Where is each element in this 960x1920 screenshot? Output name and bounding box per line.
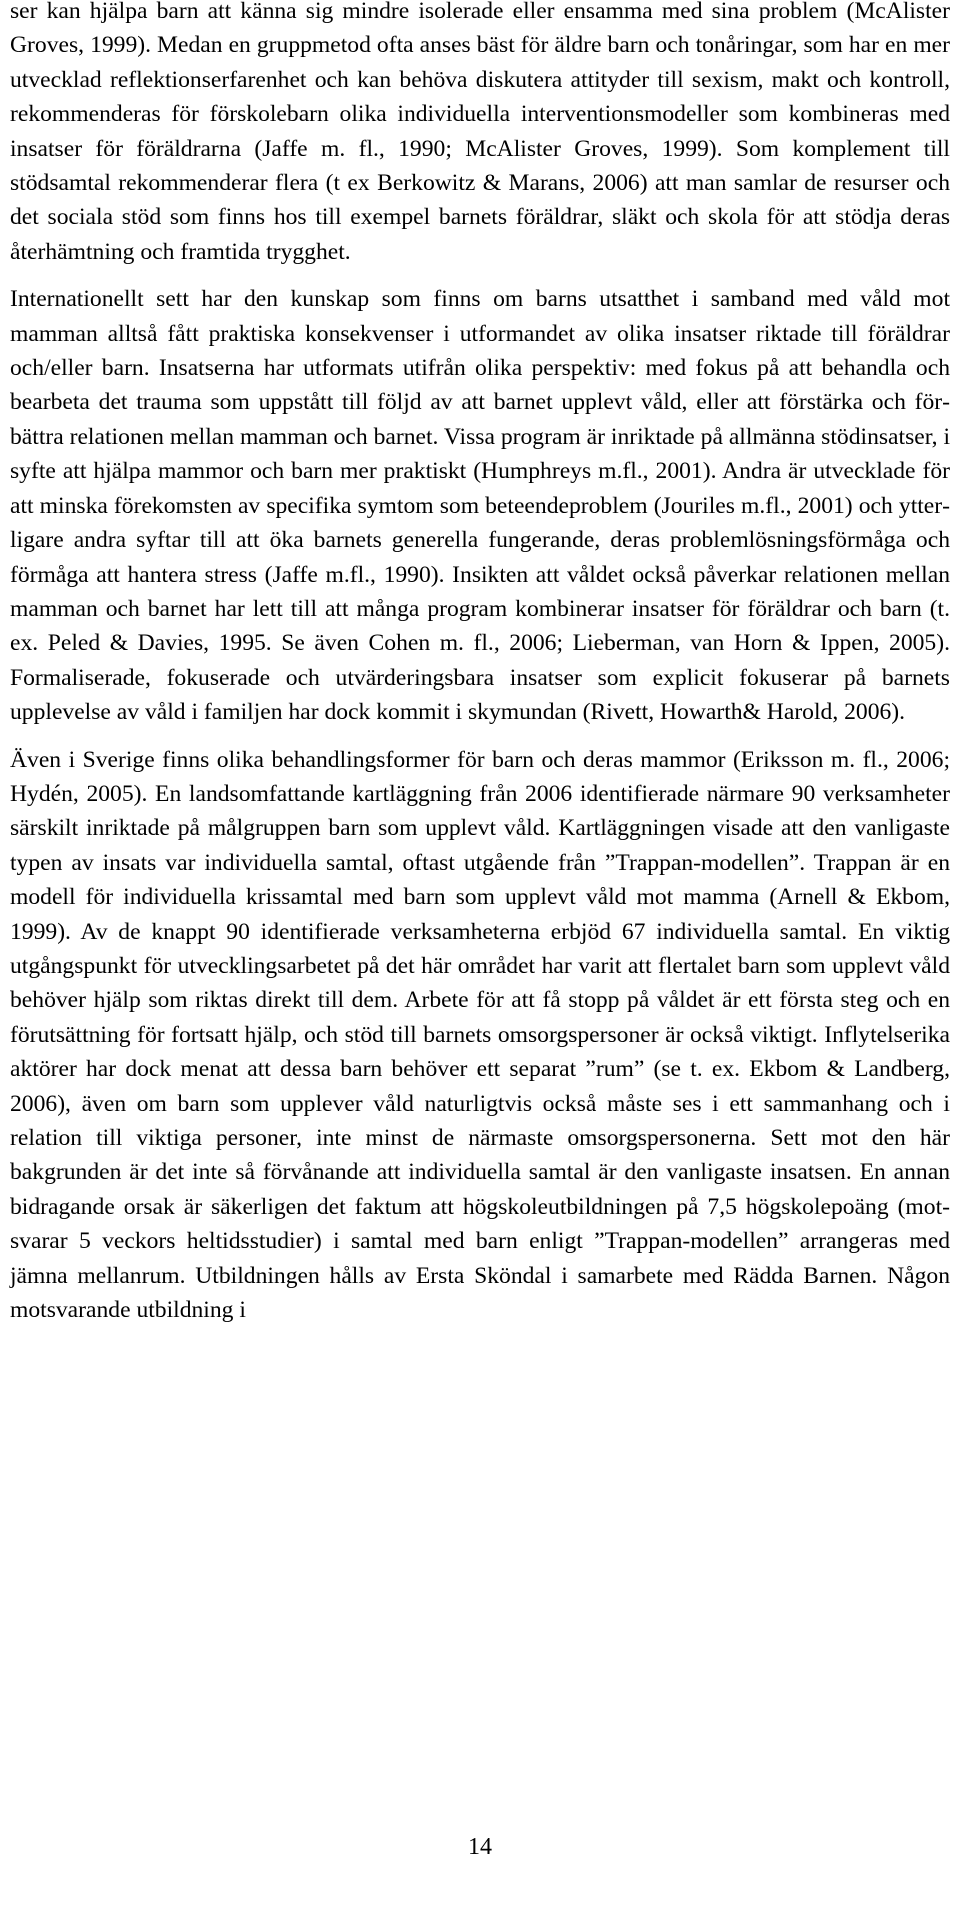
paragraph-2: Internationellt sett har den kunskap som finns om barns utsatthet i samband med våld mot mamman alltså fått praktiska konsekvenser i utformandet av olika insatser riktade till föräldrar och/eller barn. Insatserna har utformats utifrån olika perspektiv: med fokus på att behandla och bearbeta det trauma som uppstått till följd av att barnet upplevt våld, eller att förstärka och förbättra relationen mellan mamman och barnet. Vissa program är inriktade på allmänna stödinsatser, i syfte att hjälpa mammor och barn mer praktiskt (Humphreys m.fl., 2001). Andra är utvecklade för att minska förekomsten av specifika symtom som beteendeproblem (Jouriles m.fl., 2001) och ytterligare andra syftar till att öka barnets generella fungerande, deras problemlösningsförmåga och förmåga att hantera stress (Jaffe m.fl., 1990). Insikten att våldet också påverkar relationen mellan mamman och barnet har lett till att många program kombinerar insatser för föräldrar och barn (t. ex. Peled & Davies, 1995. Se även Cohen m. fl., 2006; Lieberman, van Horn & Ippen, 2005). Formaliserade, fokuserade och utvärderingsbara insatser som explicit fokuserar på barnets upplevelse av våld i familjen har dock kommit i skymundan (Rivett, Howarth& Harold, 2006). [10, 286, 950, 726]
paragraph-3: Även i Sverige finns olika behandlingsformer för barn och deras mammor (Eriksson m. fl., 2006; Hydén, 2005). En landsomfattande kartläggning från 2006 identifierade närmare 90 verksamheter särskilt inriktade på målgruppen barn som upplevt våld. Kartläggningen visade att den vanligaste typen av insats var individuella samtal, oftast utgående från ”Trappan-modellen”. Trappan är en modell för individuella krissamtal med barn som upplevt våld mot mamma (Arnell & Ekbom, 1999). Av de knappt 90 identifierade verksamheterna erbjöd 67 individuella samtal. En viktig utgångspunkt för utvecklingsarbetet på det här området har varit att flertalet barn som upplevt våld behöver hjälp som riktas direkt till dem. Arbete för att få stopp på våldet är ett första steg och en förutsättning för fortsatt hjälp, och stöd till barnets omsorgspersoner är också viktigt. Inflytelserika aktörer har dock menat att dessa barn behöver ett separat ”rum” (se t. ex. Ekbom & Landberg, 2006), även om barn som upplever våld naturligtvis också måste ses i ett sammanhang och i relation till viktiga personer, inte minst de närmaste omsorgspersonerna. Sett mot den här bakgrunden är det inte så förvånande att individuella samtal är den vanligaste insatsen. En annan bidragande orsak är säkerligen det faktum att högskoleutbildningen på 7,5 högskolepoäng (motsvarar 5 veckors heltidsstudier) i samtal med barn enligt ”Trappan-modellen” arrangeras med jämna mellanrum. Utbildningen hålls av Ersta Sköndal i samarbete med Rädda Barnen. Någon motsvarande utbildning i [10, 746, 950, 1324]
paragraph-1: ser kan hjälpa barn att känna sig mindre isolerade eller ensamma med sina problem (McAlister Groves, 1999). Medan en gruppmetod ofta anses bäst för äldre barn och tonåringar, som har en mer utvecklad reflektionserfarenhet och kan behöva diskutera attityder till sexism, makt och kontroll, rekommenderas för förskolebarn olika individuella interventionsmodeller som kombineras med insatser för föräldrarna (Jaffe m. fl., 1990; McAlister Groves, 1999). Som komplement till stödsamtal rekommenderar flera (t ex Berkowitz & Marans, 2006) att man samlar de resurser och det sociala stöd som finns hos till exempel barnets föräldrar, släkt och skola för att stödja deras återhämtning och framtida trygghet. [10, 0, 950, 265]
page-number: 14 [468, 1834, 492, 1860]
body-text [10, 0, 950, 1327]
